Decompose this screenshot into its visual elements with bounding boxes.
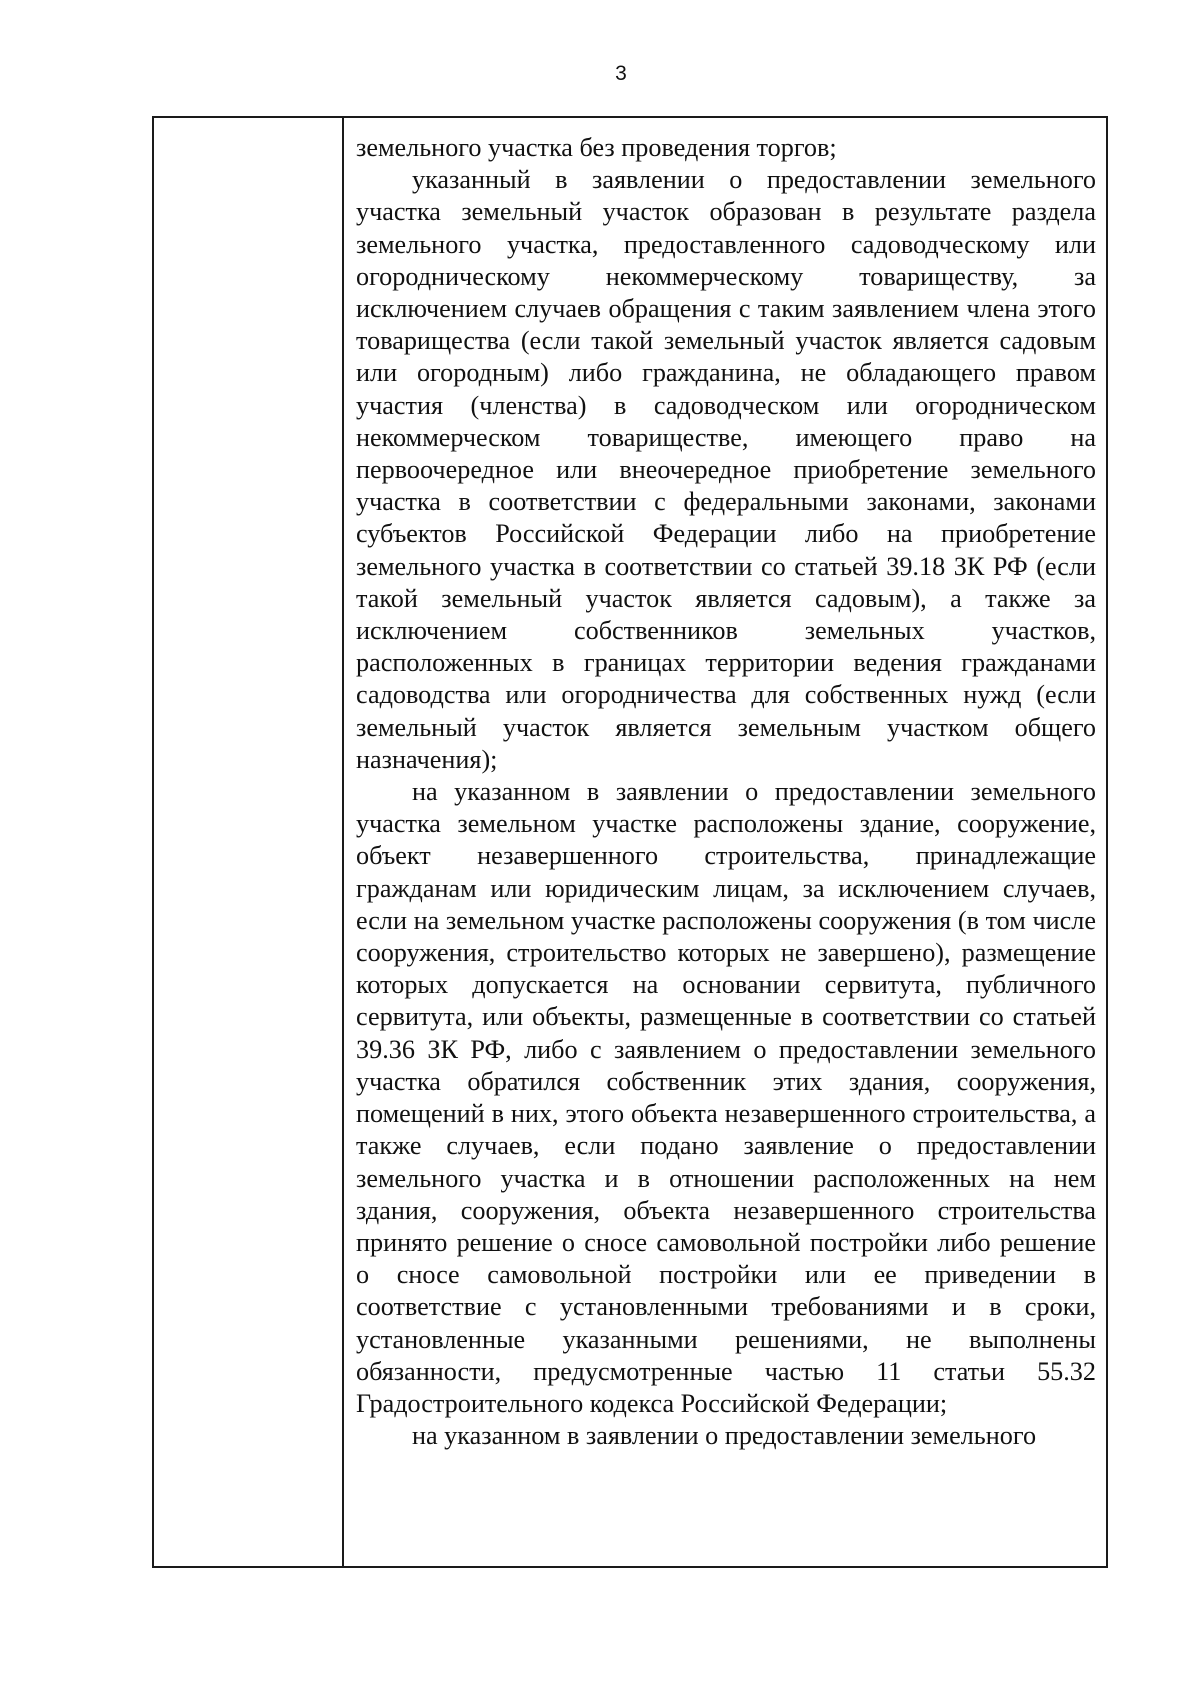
- document-table: [152, 116, 1108, 1568]
- table-left-column: [154, 118, 344, 1566]
- paragraph-continuation: земельного участка без проведения торгов;: [356, 133, 837, 162]
- table-right-column: [344, 118, 1106, 1566]
- paragraph-buildings-on-land: на указанном в заявлении о предоставлении земельного участка земельном участке расположены здание, сооружение, объект незавершенного строительства, принадлежащие гражданам или юридическим лицам, за исключением случаев, если на земельном участке расположены сооружения (в том числе сооружения, строительство которых не завершено), размещение которых допускается на основании сервитута, публичного сервитута, или объекты, размещенные в соответствии со статьей 39.36 ЗК РФ, либо с заявлением о предоставлении земельного участка обратился собственник этих здания, сооружения, помещений в них, этого объекта незавершенного строительства, а также случаев, если подано заявление о предоставлении земельного участка и в отношении расположенных на нем здания, сооружения, объекта незавершенного строительства принято решение о сносе самовольной постройки либо решение о сносе самовольной постройки или ее приведении в соответствие с установленными требованиями и в сроки, установленные указанными решениями, не выполнены обязанности, предусмотренные частью 11 статьи 55.32 Градостроительного кодекса Российской Федерации;: [356, 777, 1096, 1418]
- paragraph-land-division: указанный в заявлении о предоставлении земельного участка земельный участок образован в результате раздела земельного участка, предоставленного садоводческому или огородническому некоммерческому товариществу, за исключением случаев обращения с таким заявлением члена этого товарищества (если такой земельный участок является садовым или огородным) либо гражданина, не обладающего правом участия (членства) в садоводческом или огородническом некоммерческом товариществе, имеющего право на первоочередное или внеочередное приобретение земельного участка в соответствии с федеральными законами, законами субъектов Российской Федерации либо на приобретение земельного участка в соответствии со статьей 39.18 ЗК РФ (если такой земельный участок является садовым), а также за исключением собственников земельных участков, расположенных в границах территории ведения гражданами садоводства или огородничества для собственных нужд (если земельный участок является земельным участком общего назначения);: [356, 165, 1096, 774]
- paragraph-next: на указанном в заявлении о предоставлении земельного: [412, 1421, 1037, 1451]
- page-number: 3: [615, 62, 627, 85]
